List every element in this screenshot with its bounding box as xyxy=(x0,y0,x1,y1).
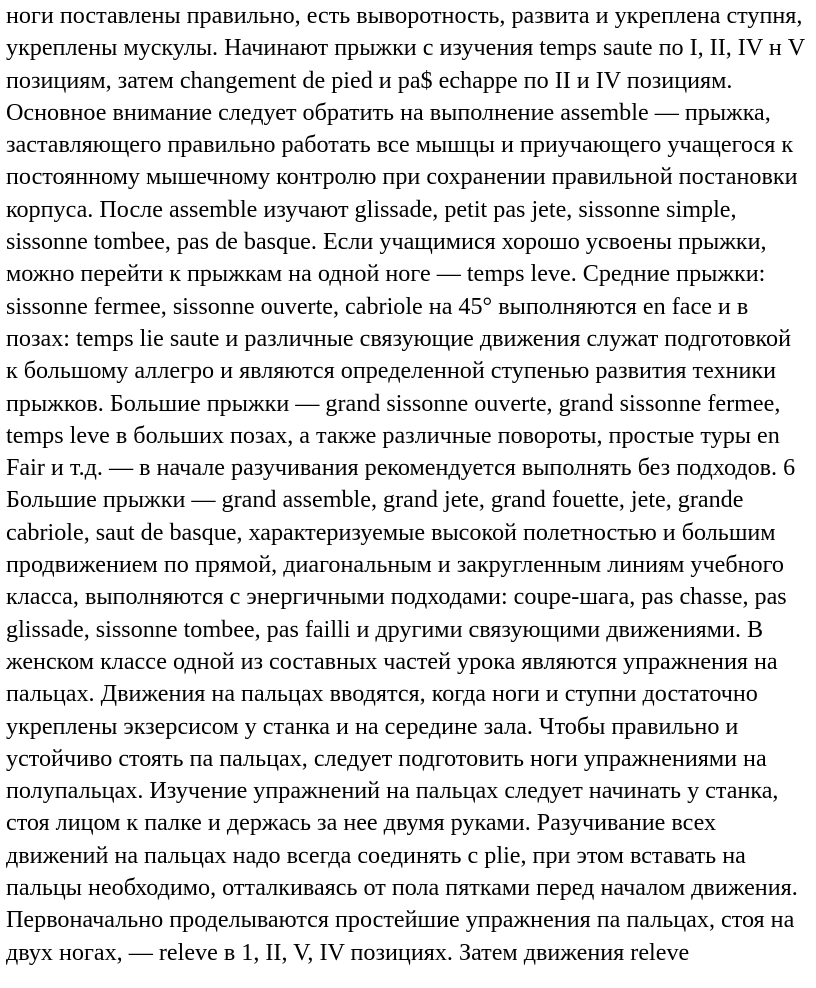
text-line: sissonne tombee, pas de basque. Если учащимися хорошо усвоены прыжки, xyxy=(6,228,767,256)
text-line: заставляющего правильно работать все мышцы и приучающего учащегося к xyxy=(6,131,794,159)
text-line: укреплены экзерсисом у станка и на середине зала. Чтобы правильно и xyxy=(6,712,739,740)
text-line: полупальцах. Изучение упражнений на пальцах следует начинать у станка, xyxy=(6,777,779,805)
text-line: ноги поставлены правильно, есть выворотность, развита и укреплена ступня, xyxy=(6,2,803,29)
text-line: cabriole, saut de basque, характеризуемые высокой полетностью и большим xyxy=(6,518,776,546)
text-line: укреплены мускулы. Начинают прыжки с изучения temps saute по I, II, IV н V xyxy=(6,34,806,62)
text-line: Fair и т.д. — в начале разучивания рекомендуется выполнять без подходов. 6 xyxy=(6,454,796,482)
text-line: движений на пальцах надо всегда соединять с plie, при этом вставать на xyxy=(6,841,746,869)
text-line: позициям, затем changement de pied и pa$ echappe по II и IV позициям. xyxy=(6,66,733,94)
text-line: glissade, sissonne tombee, pas failli и другими связующими движениями. В xyxy=(6,615,764,643)
text-line: sissonne fermee, sissonne ouverte, cabriole на 45° выполняются en face и в xyxy=(6,292,749,320)
text-line: к большому аллегро и являются определенной ступенью развития техники xyxy=(6,357,777,385)
text-line: пальцы необходимо, отталкиваясь от пола пятками перед началом движения. xyxy=(6,874,798,902)
text-line: двух ногах, — releve в 1, II, V, IV позициях. Затем движения releve xyxy=(6,938,690,966)
text-line: пальцах. Движения на пальцах вводятся, когда ноги и ступни достаточно xyxy=(6,680,758,708)
text-line: Большие прыжки — grand assemble, grand jete, grand fouette, jete, grande xyxy=(6,486,744,514)
text-line: прыжков. Большие прыжки — grand sissonne ouverte, grand sissonne fermee, xyxy=(6,389,781,417)
text-line: можно перейти к прыжкам на одной ноге — temps leve. Средние прыжки: xyxy=(6,260,766,288)
text-line: продвижением по прямой, диагональным и закругленным линиям учебного xyxy=(6,551,784,579)
text-line: женском классе одной из составных частей урока являются упражнения на xyxy=(6,647,778,675)
text-line: позах: temps lie saute и различные связующие движения служат подготовкой xyxy=(6,324,792,352)
text-line: Первоначально проделываются простейшие упражнения па пальцах, стоя на xyxy=(6,906,795,934)
text-line: устойчиво стоять па пальцах, следует подготовить ноги упражнениями на xyxy=(6,744,767,772)
document-page xyxy=(6,0,814,969)
text-line: постоянному мышечному контролю при сохранении правильной постановки xyxy=(6,163,798,191)
text-line: стоя лицом к палке и держась за нее двумя руками. Разучивание всех xyxy=(6,809,717,837)
text-line: корпуса. После assemble изучают glissade, petit pas jete, sissonne simple, xyxy=(6,195,737,223)
text-line: Основное внимание следует обратить на выполнение assemble — прыжка, xyxy=(6,98,771,126)
text-line: класса, выполняются с энергичными подходами: coupe-шага, pas chasse, pas xyxy=(6,583,787,611)
text-line: temps leve в больших позах, а также различные повороты, простые туры en xyxy=(6,421,780,449)
